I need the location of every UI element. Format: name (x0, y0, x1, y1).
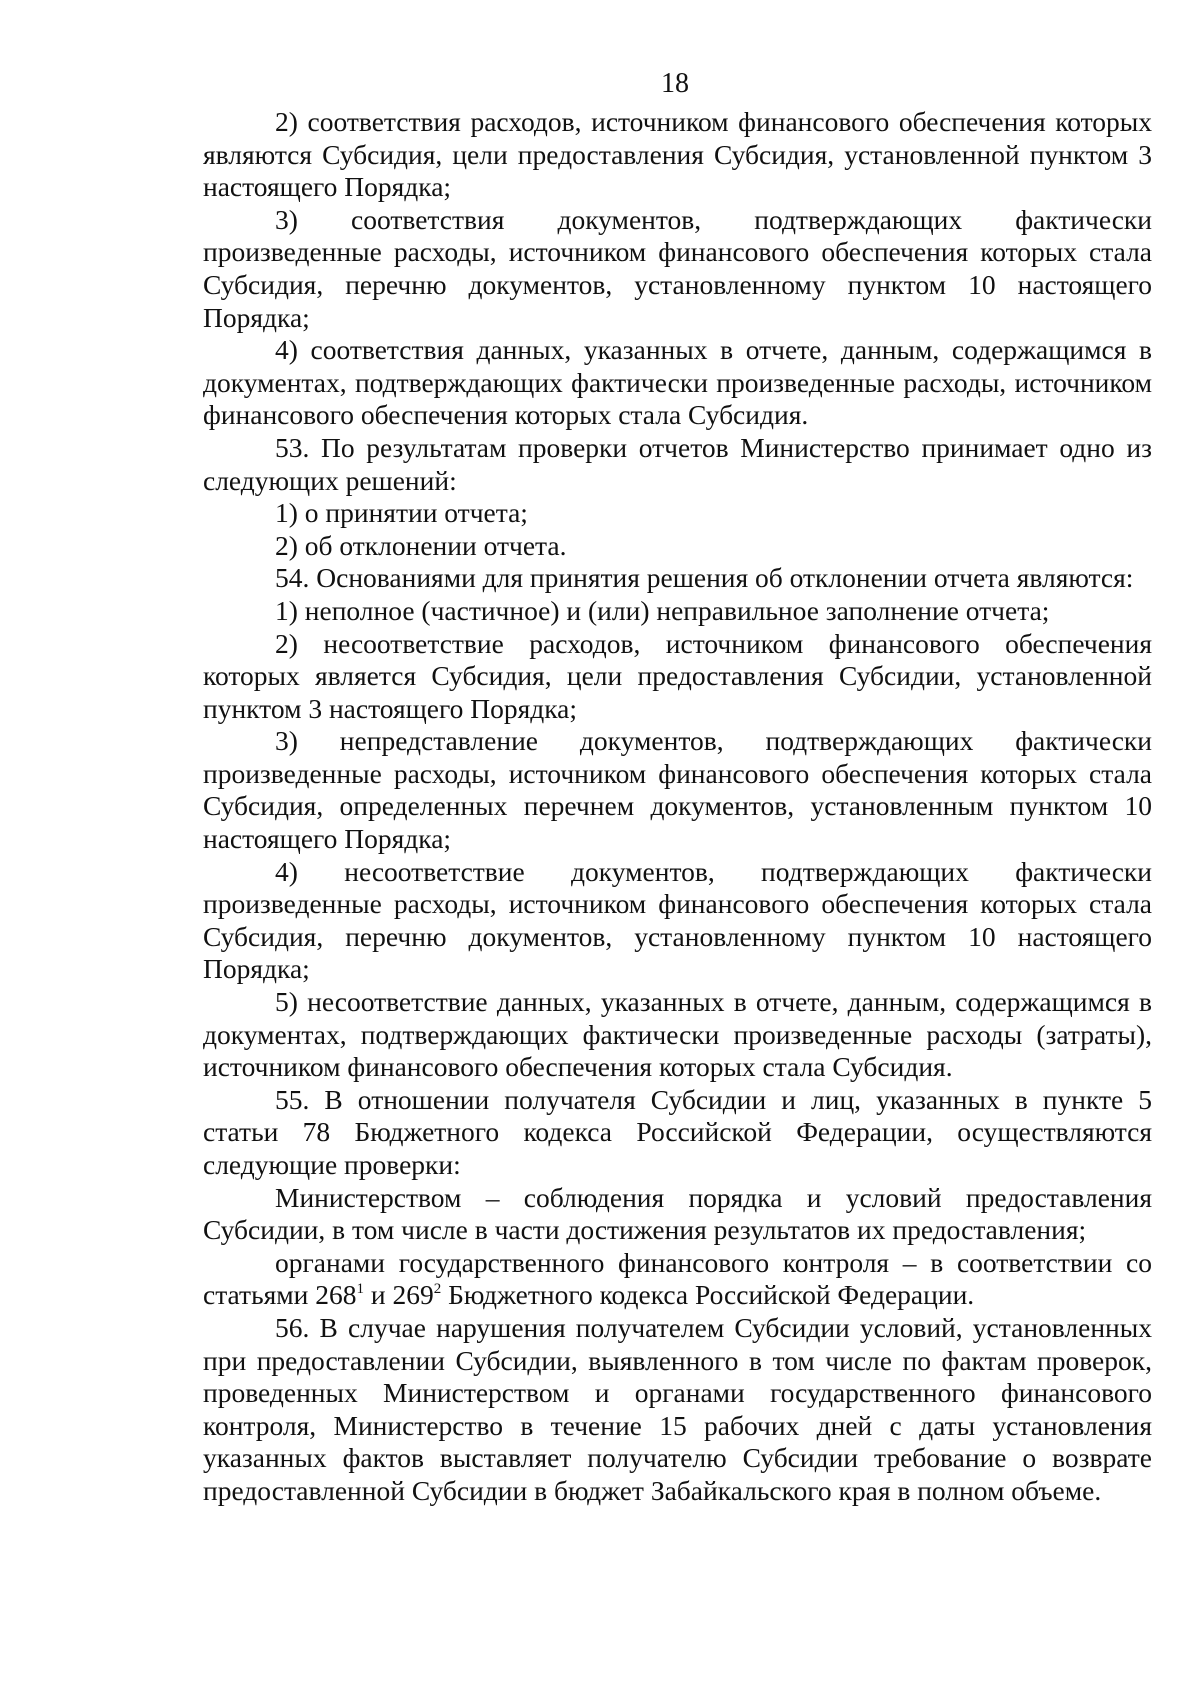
control-text-start: органами государственного финансового контроля – в соответствии со статьями 268 (203, 1246, 1152, 1311)
paragraph-55-control-checks (203, 1247, 1152, 1312)
paragraph-54: 54. Основаниями для принятия решения об отклонении отчета являются: (275, 562, 1134, 594)
control-text-end: Бюджетного кодекса Российской Федерации. (441, 1279, 975, 1311)
paragraph-54-item-2: 2) несоответствие расходов, источником финансового обеспечения которых является Субсидия, цели предоставления Субсидии, установленной пунктом 3 настоящего Порядка; (203, 627, 1152, 724)
paragraph-53-item-1: 1) о принятии отчета; (275, 497, 528, 529)
page-number: 18 (661, 68, 689, 99)
paragraph-item-2: 2) соответствия расходов, источником финансового обеспечения которых являются Субсидия, цели предоставления Субсидия, установленной пунктом 3 настоящего Порядка; (203, 106, 1152, 203)
paragraph-item-4: 4) соответствия данных, указанных в отчете, данным, содержащимся в документах, подтверждающих фактически произведенные расходы, источником финансового обеспечения которых стала Субсидия. (203, 334, 1152, 431)
paragraph-54-item-1: 1) неполное (частичное) и (или) неправильное заполнение отчета; (275, 594, 1050, 626)
superscript-1: 1 (356, 1281, 365, 1298)
superscript-2: 2 (433, 1281, 442, 1298)
paragraph-56: 56. В случае нарушения получателем Субсидии условий, установленных при предоставлении Субсидии, выявленного в том числе по фактам проверок, проведенных Министерством и органами государственного финансового контроля, Министерство в течение 15 рабочих дней с даты установления указанных фактов выставляет получателю Субсидии требование о возврате предоставленной Субсидии в бюджет Забайкальского края в полном объеме. (203, 1311, 1152, 1506)
paragraph-53: 53. По результатам проверки отчетов Министерство принимает одно из следующих решений: (203, 431, 1152, 496)
paragraph-55: 55. В отношении получателя Субсидии и лиц, указанных в пункте 5 статьи 78 Бюджетного кодекса Российской Федерации, осуществляются следующие проверки: (203, 1083, 1152, 1180)
paragraph-55-ministry-checks: Министерством – соблюдения порядка и условий предоставления Субсидии, в том числе в части достижения результатов их предоставления; (203, 1181, 1152, 1246)
paragraph-54-item-3: 3) непредставление документов, подтверждающих фактически произведенные расходы, источником финансового обеспечения которых стала Субсидия, определенных перечнем документов, установленным пунктом 10 настоящего Порядка; (203, 725, 1152, 855)
paragraph-54-item-5: 5) несоответствие данных, указанных в отчете, данным, содержащимся в документах, подтверждающих фактически произведенные расходы (затраты), источником финансового обеспечения которых стала Субсидия. (203, 986, 1152, 1083)
paragraph-item-3: 3) соответствия документов, подтверждающих фактически произведенные расходы, источником финансового обеспечения которых стала Субсидия, перечню документов, установленному пунктом 10 настоящего Порядка; (203, 203, 1152, 333)
paragraph-54-item-4: 4) несоответствие документов, подтверждающих фактически произведенные расходы, источником финансового обеспечения которых стала Субсидия, перечню документов, установленному пунктом 10 настоящего Порядка; (203, 855, 1152, 985)
control-text-middle: и 269 (364, 1279, 434, 1311)
paragraph-53-item-2: 2) об отклонении отчета. (275, 529, 567, 561)
document-body (203, 106, 1152, 1508)
